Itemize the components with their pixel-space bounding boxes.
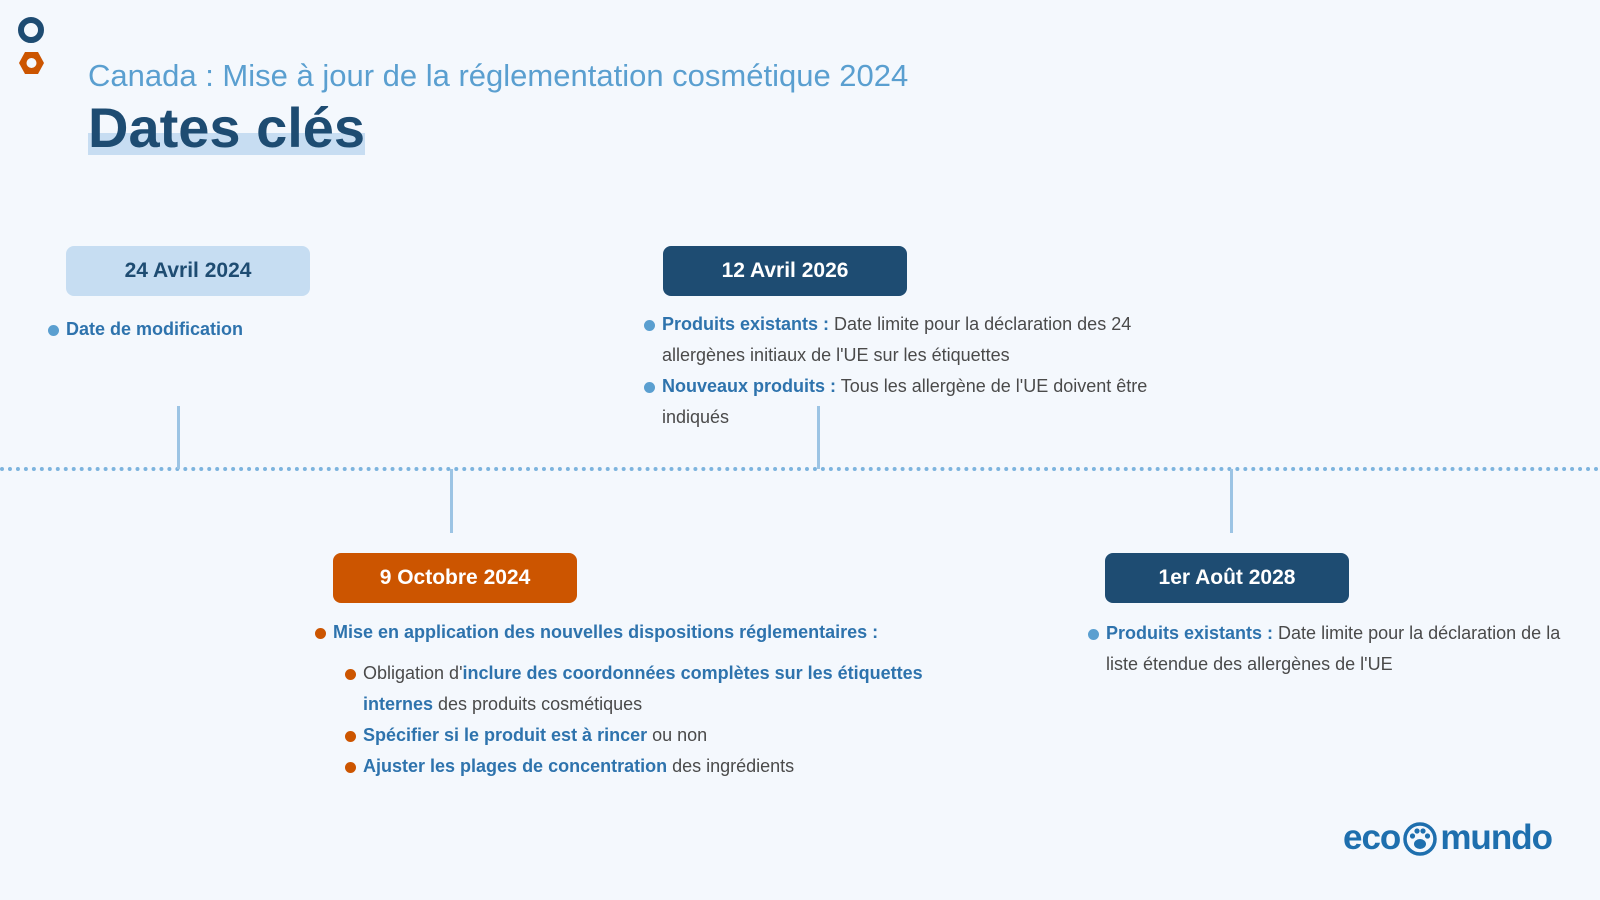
event4-item-existing: Produits existants : Date limite pour la déclaration de la liste étendue des allergènes de l'UE <box>1088 618 1583 680</box>
date-badge-event4: 1er Août 2028 <box>1105 553 1349 603</box>
timeline-axis <box>0 467 1600 471</box>
paw-icon <box>1402 818 1438 858</box>
event2-details <box>315 617 955 782</box>
event1-item: Date de modification <box>48 314 348 345</box>
event4-details <box>1088 618 1583 680</box>
page-subtitle: Canada : Mise à jour de la réglementation cosmétique 2024 <box>88 58 909 93</box>
date-badge-event1: 24 Avril 2024 <box>66 246 310 296</box>
event2-heading: Mise en application des nouvelles dispositions réglementaires : <box>315 617 955 648</box>
connector-event1 <box>177 406 180 469</box>
connector-event2 <box>450 469 453 533</box>
event2-sub-item: Obligation d'inclure des coordonnées complètes sur les étiquettes internes des produits cosmétiques <box>345 658 923 720</box>
page-title: Dates clés <box>88 96 366 159</box>
connector-event4 <box>1230 469 1233 533</box>
event3-details <box>644 309 1204 433</box>
event3-item-new: Nouveaux produits : Tous les allergène de l'UE doivent être indiqués <box>644 371 1204 433</box>
event2-sub-item: Spécifier si le produit est à rincer ou non <box>345 720 955 751</box>
ecomundo-logo: eco mundo <box>1343 818 1552 857</box>
logo-mark-hexagon <box>18 50 45 76</box>
date-badge-event3: 12 Avril 2026 <box>663 246 907 296</box>
event2-sublist <box>315 658 955 782</box>
event3-item-existing: Produits existants : Date limite pour la déclaration des 24 allergènes initiaux de l'UE sur les étiquettes <box>644 309 1204 371</box>
date-badge-event2: 9 Octobre 2024 <box>333 553 577 603</box>
event1-details <box>48 314 348 345</box>
logo-mark-ring <box>18 17 44 43</box>
event2-sub-item: Ajuster les plages de concentration des ingrédients <box>345 751 955 782</box>
